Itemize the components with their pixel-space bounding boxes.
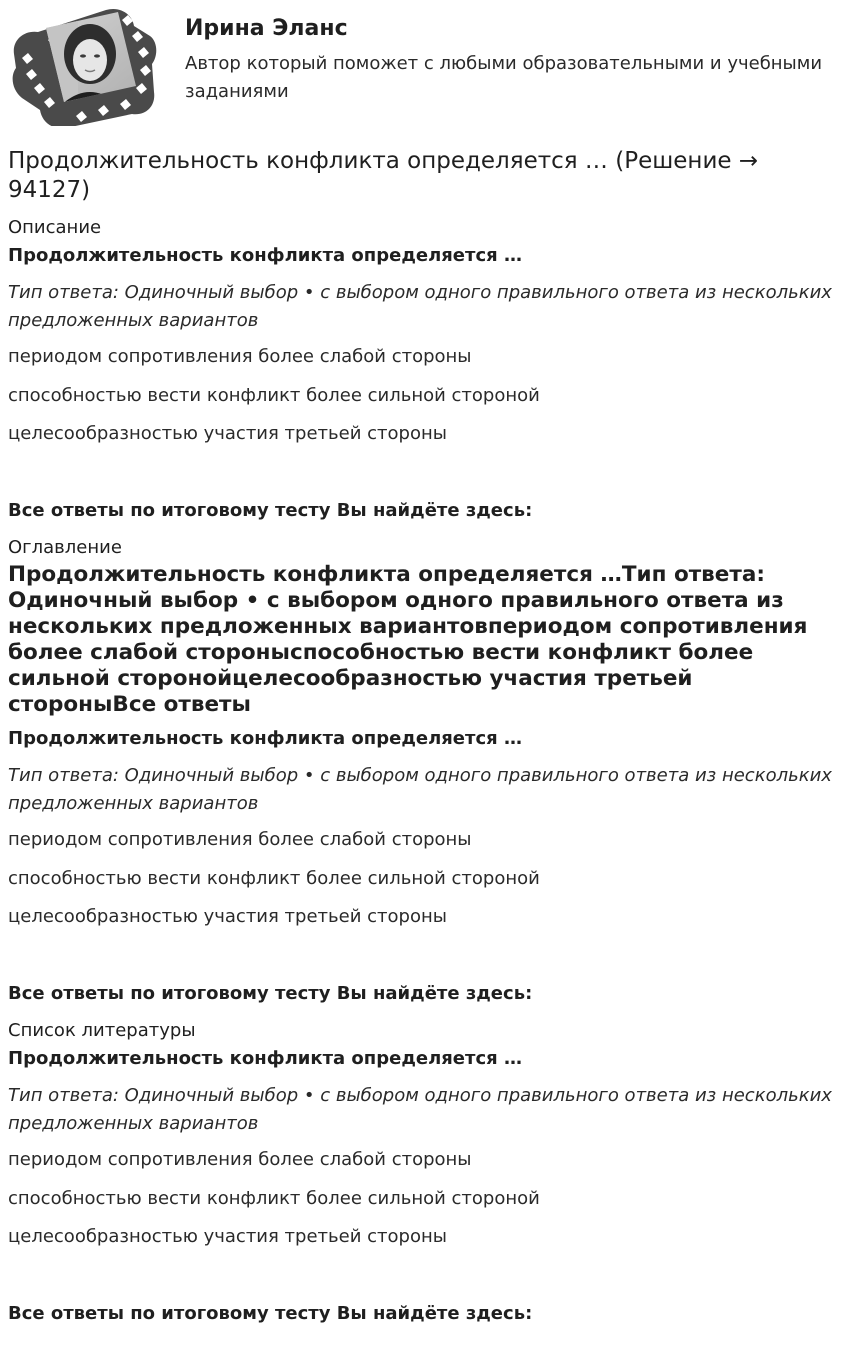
section-label-description: Описание [8, 217, 102, 238]
author-description: Автор который поможет с любыми образовательными и учебными заданиями [185, 53, 823, 102]
page-title: Продолжительность конфликта определяется … (Решение → 94127) [8, 148, 759, 203]
option-item: целесообразностью участия третьей стороны [8, 1226, 447, 1247]
option-item: способностью вести конфликт более сильной стороной [8, 1188, 540, 1209]
question-text: Продолжительность конфликта определяется … [8, 1048, 522, 1069]
question-text: Продолжительность конфликта определяется … [8, 245, 522, 266]
option-item: целесообразностью участия третьей стороны [8, 423, 447, 444]
all-answers-link[interactable]: Все ответы по итоговому тесту Вы найдёте здесь: [8, 500, 533, 521]
option-item: способностью вести конфликт более сильной стороной [8, 385, 540, 406]
question-text: Продолжительность конфликта определяется … [8, 728, 522, 749]
all-answers-link[interactable]: Все ответы по итоговому тесту Вы найдёте здесь: [8, 1303, 533, 1324]
section-label-toc: Оглавление [8, 537, 122, 558]
question-type: Тип ответа: Одиночный выбор • с выбором одного правильного ответа из нескольких предложенных вариантов [8, 765, 832, 814]
author-avatar[interactable] [8, 6, 158, 126]
all-answers-link[interactable]: Все ответы по итоговому тесту Вы найдёте здесь: [8, 983, 533, 1004]
option-item: целесообразностью участия третьей стороны [8, 906, 447, 927]
main-content [8, 147, 838, 1325]
question-type: Тип ответа: Одиночный выбор • с выбором одного правильного ответа из нескольких предложенных вариантов [8, 282, 832, 331]
option-item: периодом сопротивления более слабой стороны [8, 829, 472, 850]
option-item: периодом сопротивления более слабой стороны [8, 346, 472, 367]
option-item: способностью вести конфликт более сильной стороной [8, 868, 540, 889]
option-item: периодом сопротивления более слабой стороны [8, 1149, 472, 1170]
section-label-literature: Список литературы [8, 1020, 196, 1041]
author-card [8, 6, 838, 126]
author-name[interactable]: Ирина Эланс [185, 16, 348, 41]
question-type: Тип ответа: Одиночный выбор • с выбором одного правильного ответа из нескольких предложенных вариантов [8, 1085, 832, 1134]
toc-heading: Продолжительность конфликта определяется …Тип ответа: Одиночный выбор • с выбором одного правильного ответа из нескольких предложенных вариантовпериодом сопротивления более слабой стороныспособностью вести конфликт более сильной сторонойцелесообразностью участия третьей стороныВсе ответы [8, 562, 808, 717]
